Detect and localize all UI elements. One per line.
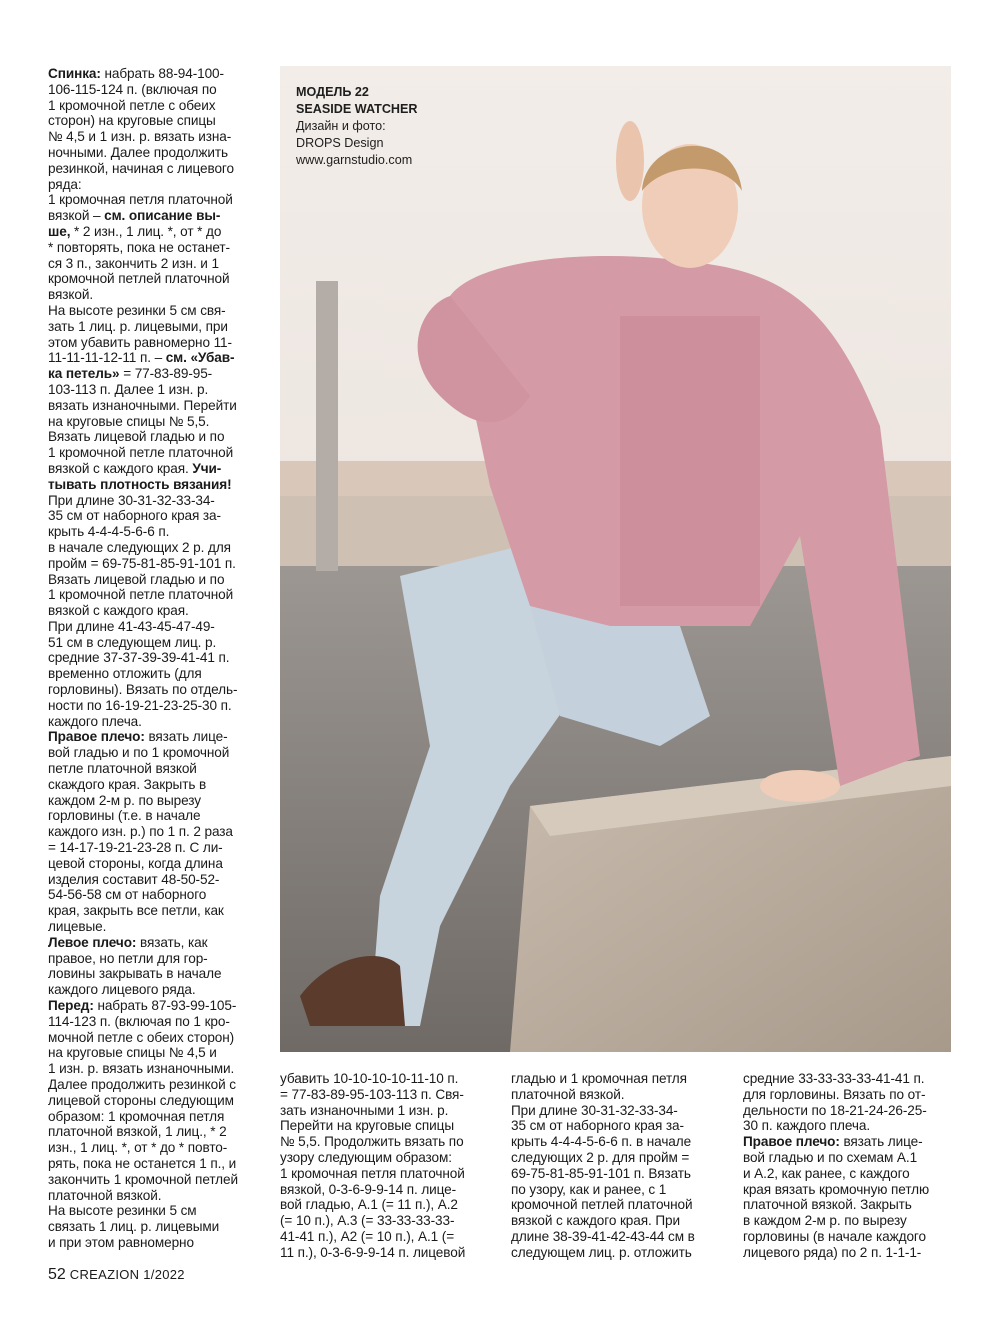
text-line: кромочной петлей платочной (511, 1197, 693, 1213)
text-line: сторон) на круговые спицы (48, 113, 216, 129)
text-line: правое, но петли для гор- (48, 950, 208, 966)
model-name: SEASIDE WATCHER (296, 102, 418, 116)
text-line: = 14-17-19-21-23-28 п. С ли- (48, 840, 223, 856)
text-line: 1 кромочной петле платочной (48, 445, 234, 461)
text-line: ряда: (48, 176, 82, 192)
text-line: платочной вязкой. (511, 1086, 625, 1102)
model-number: МОДЕЛЬ 22 (296, 85, 369, 99)
text-line: цевой стороны, когда длина (48, 855, 223, 871)
text-line: * повторять, пока не останет- (48, 239, 230, 255)
text-line: вязать изнаночными. Перейти (48, 397, 237, 413)
text-line: изн., 1 лиц. *, от * до * повто- (48, 1140, 228, 1156)
text-line: ше, * 2 изн., 1 лиц. *, от * до (48, 223, 222, 239)
text-line: Вязать лицевой гладью и по (48, 429, 225, 445)
text-line: в каждом 2-м р. по вырезу (743, 1213, 907, 1229)
magazine-issue: CREAZION 1/2022 (69, 1267, 185, 1282)
text-line: зать 1 лиц. р. лицевыми, при (48, 318, 228, 334)
text-line: вязкой с каждого края. При (511, 1213, 680, 1229)
text-line: края, закрыть все петли, как (48, 903, 224, 919)
brand-name: DROPS Design (296, 136, 384, 150)
text-line: длине 38-39-41-42-43-44 см в (511, 1228, 695, 1244)
text-line: горловины (в начале каждого (743, 1228, 926, 1244)
text-line: убавить 10-10-10-10-11-10 п. (280, 1071, 459, 1086)
section-heading-front: Перед: (48, 998, 94, 1014)
text-line: крыть 4-4-4-5-6-6 п. в начале (511, 1134, 692, 1150)
text-line: вой гладью и по 1 кромочной (48, 745, 230, 761)
text-line: вязкой, 0-3-6-9-9-14 п. лице- (280, 1181, 457, 1197)
text-line: в начале следующих 2 р. для (48, 539, 231, 555)
page-number: 52 (48, 1266, 66, 1283)
text-line: 35 см от наборного края за- (48, 508, 221, 524)
text-line: вязкой с каждого края. (48, 603, 189, 619)
text-line: 30 п. каждого плеча. (743, 1118, 871, 1134)
text-line: 11-11-11-12-11 п. – см. «Убав- (48, 350, 235, 366)
text-line: 51 см в следующем лиц. р. (48, 634, 217, 650)
text-line: петле платочной вязкой (48, 761, 197, 777)
text-line: временно отложить (для (48, 666, 202, 682)
text-line: вой гладью, А.1 (= 11 п.), А.2 (280, 1197, 458, 1213)
text-line: ка петель» = 77-83-89-95- (48, 366, 213, 382)
section-heading-left-shoulder: Левое плечо: (48, 934, 137, 950)
text-line: средние 37-37-39-39-41-41 п. (48, 650, 230, 666)
text-line: 1 изн. р. вязать изнаночными. (48, 1061, 235, 1077)
text-line: платочной вязкой. Закрыть (743, 1197, 912, 1213)
text-line: ся 3 п., закончить 2 изн. и 1 (48, 255, 219, 271)
model-photo (280, 66, 951, 1052)
text-line: платочной вязкой. (48, 1187, 162, 1203)
text-line: Правое плечо: вязать лице- (743, 1134, 923, 1150)
text-line: средние 33-33-33-33-41-41 п. (743, 1071, 925, 1086)
text-line: образом: 1 кромочная петля (48, 1108, 225, 1124)
text-line: крыть 4-4-4-5-6-6 п. (48, 524, 170, 540)
text-line: ности по 16-19-21-23-25-30 п. (48, 697, 232, 713)
text-line: 69-75-81-85-91-101 п. Вязать (511, 1165, 691, 1181)
text-line: 1 кромочная петля платочной (280, 1165, 465, 1181)
text-line: На высоте резинки 5 см свя- (48, 302, 226, 318)
text-line: 11 п.), 0-3-6-9-9-14 п. лицевой (280, 1244, 466, 1260)
text-line: 1 кромочной петле с обеих (48, 97, 216, 113)
left-text-column (48, 66, 260, 1251)
text-line: лицевой стороны следующим (48, 1092, 234, 1108)
text-line: ловины закрывать в начале (48, 966, 222, 982)
text-line: следующих 2 р. для пройм = (511, 1149, 690, 1165)
text-line: изделия составит 48-50-52- (48, 871, 220, 887)
text-line: вязкой с каждого края. Учи- (48, 460, 222, 476)
text-line: на круговые спицы № 5,5. (48, 413, 210, 429)
text-line: Правое плечо: вязать лице- (48, 729, 228, 745)
text-line: и при этом равномерно (48, 1234, 194, 1250)
text-line: Вязать лицевой гладью и по (48, 571, 225, 587)
text-line: 106-115-124 п. (включая по (48, 81, 217, 97)
text-line: каждого плеча. (48, 713, 142, 729)
text-line: = 77-83-89-95-103-113 п. Свя- (280, 1086, 464, 1102)
text-line: зать изнаночными 1 изн. р. (280, 1102, 449, 1118)
text-line: 41-41 п.), А2 (= 10 п.), А.1 (= (280, 1228, 455, 1244)
text-line: каждого лицевого ряда. (48, 982, 196, 998)
text-line: 1 кромочная петля платочной (48, 192, 233, 208)
text-line: скаждого края. Закрыть в (48, 776, 207, 792)
page-footer (48, 1266, 185, 1284)
text-line: дельности по 18-21-24-26-25- (743, 1102, 927, 1118)
text-line: лицевые. (48, 919, 107, 935)
text-line: каждого изн. р.) по 1 п. 2 раза (48, 824, 233, 840)
text-line: следующем лиц. р. отложить (511, 1244, 692, 1260)
brand-url: www.garnstudio.com (296, 153, 413, 167)
text-line: этом убавить равномерно 11- (48, 334, 232, 350)
text-line: лицевого ряда) по 2 п. 1-1-1- (743, 1244, 922, 1260)
bottom-text-column-3 (743, 1071, 955, 1261)
text-line: на круговые спицы № 4,5 и (48, 1045, 217, 1061)
text-line: платочной вязкой, 1 лиц., * 2 (48, 1124, 227, 1140)
text-line: № 4,5 и 1 изн. р. вязать изна- (48, 129, 232, 145)
section-heading-right-shoulder-front: Правое плечо: (743, 1134, 840, 1150)
text-line: вязкой – см. описание вы- (48, 208, 221, 224)
text-line: 114-123 п. (включая по 1 кро- (48, 1013, 230, 1029)
text-line: связать 1 лиц. р. лицевыми (48, 1219, 220, 1235)
bottom-text-column-2 (511, 1071, 721, 1261)
section-heading-right-shoulder: Правое плечо: (48, 729, 145, 745)
text-line: Перейти на круговые спицы (280, 1118, 454, 1134)
text-line: На высоте резинки 5 см (48, 1203, 197, 1219)
photo-illustration (280, 66, 951, 1052)
text-line: 35 см от наборного края за- (511, 1118, 684, 1134)
text-line: каждом 2-м р. по вырезу (48, 792, 201, 808)
text-line: № 5,5. Продолжить вязать по (280, 1134, 464, 1150)
text-line: 103-113 п. Далее 1 изн. р. (48, 381, 209, 397)
text-line: для горловины. Вязать по от- (743, 1086, 926, 1102)
text-line: резинкой, начиная с лицевого (48, 160, 234, 176)
text-line: пройм = 69-75-81-85-91-101 п. (48, 555, 236, 571)
text-line: края вязать кромочную петлю (743, 1181, 930, 1197)
text-line: Перед: набрать 87-93-99-105- (48, 998, 237, 1014)
text-line: горловины (т.е. в начале (48, 808, 201, 824)
text-line: Далее продолжить резинкой с (48, 1077, 236, 1092)
text-line: Спинка: набрать 88-94-100- (48, 66, 224, 81)
text-line: (= 10 п.), А.3 (= 33-33-33-33- (280, 1213, 455, 1229)
text-line: рять, пока не останется 1 п., и (48, 1155, 237, 1171)
text-line: ночными. Далее продолжить (48, 144, 229, 160)
text-line: мочной петле с обеих сторон) (48, 1029, 235, 1045)
text-line: 54-56-58 см от наборного (48, 887, 207, 903)
section-heading-back: Спинка: (48, 66, 101, 81)
text-line: гладью и 1 кромочная петля (511, 1071, 687, 1086)
text-line: кромочной петлей платочной (48, 271, 230, 287)
photo-caption (296, 84, 418, 169)
bottom-text-column-1 (280, 1071, 490, 1261)
text-line: по узору, как и ранее, с 1 (511, 1181, 667, 1197)
text-line: узору следующим образом: (280, 1149, 452, 1165)
text-line: и А.2, как ранее, с каждого (743, 1165, 910, 1181)
text-line: 1 кромочной петле платочной (48, 587, 234, 603)
text-line: вязкой. (48, 287, 93, 303)
text-line: закончить 1 кромочной петлей (48, 1171, 238, 1187)
text-line: тывать плотность вязания! (48, 476, 232, 492)
text-line: При длине 30-31-32-33-34- (48, 492, 215, 508)
text-line: горловины). Вязать по отдель- (48, 682, 238, 698)
text-line: Левое плечо: вязать, как (48, 934, 208, 950)
text-line: При длине 41-43-45-47-49- (48, 618, 215, 634)
text-line: При длине 30-31-32-33-34- (511, 1102, 678, 1118)
text-line: вой гладью и по схемам А.1 (743, 1149, 918, 1165)
design-credit: Дизайн и фото: (296, 119, 386, 133)
